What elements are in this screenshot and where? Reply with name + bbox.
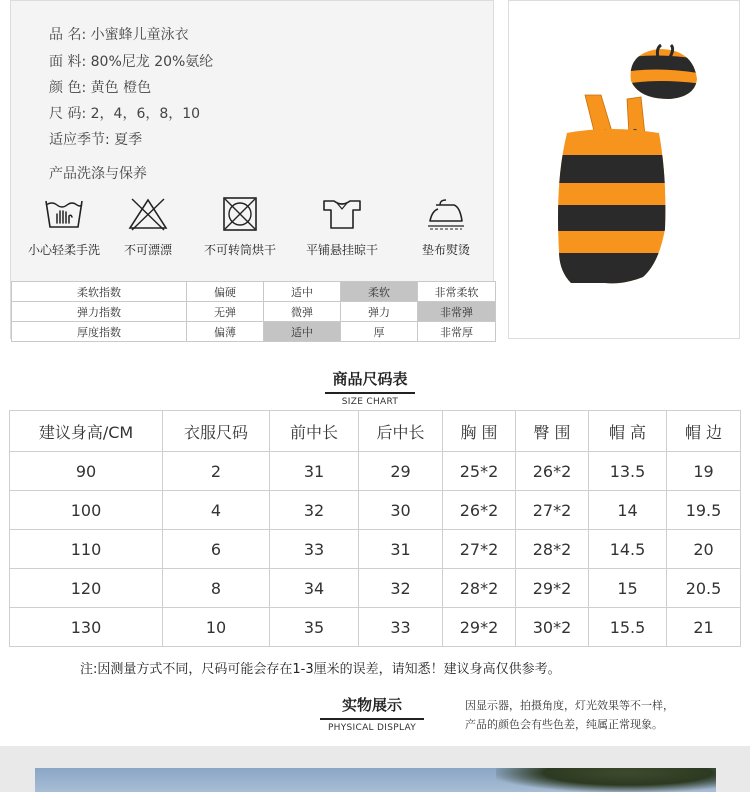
size-cell: 30*2: [516, 608, 589, 647]
size-cell: 20.5: [667, 569, 741, 608]
size-cell: 6: [163, 530, 270, 569]
size-cell: 34: [270, 569, 359, 608]
index-name: 柔软指数: [12, 282, 187, 302]
size-cell: 14: [589, 491, 667, 530]
spec-color: [49, 77, 151, 97]
size-column-header: 前中长: [270, 411, 359, 452]
index-option: 适中: [264, 282, 341, 302]
size-cell: 33: [359, 608, 443, 647]
size-cell: 32: [270, 491, 359, 530]
size-cell: 90: [10, 452, 163, 491]
size-cell: 26*2: [443, 491, 516, 530]
index-row: [12, 322, 496, 342]
display-photo-strip: [0, 746, 750, 792]
size-cell: 31: [359, 530, 443, 569]
size-chart-header-row: [10, 411, 741, 452]
size-column-header: 臀 围: [516, 411, 589, 452]
size-row: [10, 569, 741, 608]
physical-display-heading: [320, 694, 424, 733]
spec-label: 尺 码:: [49, 106, 87, 122]
flat-dry-icon: [297, 197, 387, 231]
index-option-selected: 非常弹: [418, 302, 496, 322]
spec-name: [49, 24, 189, 44]
size-column-header: 后中长: [359, 411, 443, 452]
size-cell: 31: [270, 452, 359, 491]
care-item-no-bleach: [103, 197, 193, 258]
index-option: 厚: [341, 322, 418, 342]
fabric-index-table: [11, 281, 496, 342]
size-cell: 10: [163, 608, 270, 647]
index-option: 偏硬: [187, 282, 264, 302]
size-cell: 26*2: [516, 452, 589, 491]
size-chart-title: 商品尺码表: [325, 368, 415, 394]
size-cell: 2: [163, 452, 270, 491]
display-note-line: 因显示器，拍摄角度，灯光效果等不一样，: [465, 699, 674, 712]
size-column-header: 衣服尺码: [163, 411, 270, 452]
size-cell: 13.5: [589, 452, 667, 491]
size-chart-subtitle: SIZE CHART: [341, 397, 399, 407]
size-cell: 19: [667, 452, 741, 491]
size-column-header: 帽 边: [667, 411, 741, 452]
iron-icon: [401, 197, 491, 231]
size-note: 注:因测量方式不同，尺码可能会存在1-3厘米的误差，请知悉！建议身高仅供参考。: [80, 662, 561, 677]
spec-size: [49, 103, 200, 123]
index-option: 非常厚: [418, 322, 496, 342]
index-option: 偏薄: [187, 322, 264, 342]
size-row: [10, 530, 741, 569]
spec-value: 夏季: [114, 132, 143, 148]
physical-display-title: 实物展示: [320, 694, 424, 720]
size-chart-table: [9, 410, 741, 647]
spec-value: 2，4，6，8，10: [90, 106, 201, 122]
care-heading: 产品洗涤与保养: [49, 166, 147, 182]
spec-value: 小蜜蜂儿童泳衣: [90, 27, 189, 43]
spec-season: [49, 129, 142, 149]
size-cell: 29: [359, 452, 443, 491]
spec-label: 颜 色:: [49, 80, 87, 96]
index-option-selected: 适中: [264, 322, 341, 342]
index-option: 弹力: [341, 302, 418, 322]
spec-fabric: [49, 51, 213, 71]
size-cell: 32: [359, 569, 443, 608]
size-cell: 20: [667, 530, 741, 569]
index-option: 非常柔软: [418, 282, 496, 302]
size-cell: 14.5: [589, 530, 667, 569]
size-column-header: 建议身高/CM: [10, 411, 163, 452]
hand-wash-icon: [19, 197, 109, 231]
product-info-panel: [10, 0, 494, 339]
display-note: [465, 696, 674, 734]
size-cell: 8: [163, 569, 270, 608]
size-column-header: 胸 围: [443, 411, 516, 452]
size-cell: 15: [589, 569, 667, 608]
size-cell: 110: [10, 530, 163, 569]
spec-label: 适应季节:: [49, 132, 110, 148]
spec-value: 黄色 橙色: [90, 80, 152, 96]
size-cell: 25*2: [443, 452, 516, 491]
size-cell: 33: [270, 530, 359, 569]
care-label: 不可漂漂: [123, 243, 172, 257]
product-photo-panel: [508, 0, 740, 339]
size-column-header: 帽 高: [589, 411, 667, 452]
care-item-no-tumble-dry: [195, 197, 285, 258]
size-cell: 27*2: [516, 491, 589, 530]
care-label: 小心轻柔手洗: [27, 243, 100, 257]
care-label: 平铺悬挂晾干: [305, 243, 378, 257]
size-cell: 35: [270, 608, 359, 647]
care-item-iron: [401, 197, 491, 258]
index-row: [12, 302, 496, 322]
care-item-hand-wash: [19, 197, 109, 258]
display-note-line: 产品的颜色会有些色差，纯属正常现象。: [465, 718, 663, 731]
size-cell: 120: [10, 569, 163, 608]
physical-display-subtitle: PHYSICAL DISPLAY: [327, 723, 417, 733]
size-cell: 27*2: [443, 530, 516, 569]
spec-value: 80%尼龙 20%氨纶: [90, 54, 214, 70]
size-cell: 15.5: [589, 608, 667, 647]
care-item-flat-dry: [297, 197, 387, 258]
size-cell: 130: [10, 608, 163, 647]
size-cell: 28*2: [443, 569, 516, 608]
outdoor-photo: [35, 768, 716, 792]
care-label: 垫布熨烫: [421, 243, 470, 257]
size-cell: 21: [667, 608, 741, 647]
no-tumble-dry-icon: [195, 197, 285, 231]
size-cell: 29*2: [443, 608, 516, 647]
size-cell: 100: [10, 491, 163, 530]
no-bleach-icon: [103, 197, 193, 231]
index-option-selected: 柔软: [341, 282, 418, 302]
size-row: [10, 491, 741, 530]
bee-swimsuit-image: [509, 1, 739, 338]
spec-label: 面 料:: [49, 54, 87, 70]
size-cell: 30: [359, 491, 443, 530]
size-cell: 4: [163, 491, 270, 530]
index-option: 无弹: [187, 302, 264, 322]
size-cell: 28*2: [516, 530, 589, 569]
size-row: [10, 608, 741, 647]
size-row: [10, 452, 741, 491]
spec-label: 品 名:: [49, 27, 87, 43]
index-name: 弹力指数: [12, 302, 187, 322]
index-option: 微弹: [264, 302, 341, 322]
index-row: [12, 282, 496, 302]
care-label: 不可转筒烘干: [203, 243, 276, 257]
size-cell: 29*2: [516, 569, 589, 608]
size-cell: 19.5: [667, 491, 741, 530]
size-chart-heading: [325, 368, 415, 407]
index-name: 厚度指数: [12, 322, 187, 342]
